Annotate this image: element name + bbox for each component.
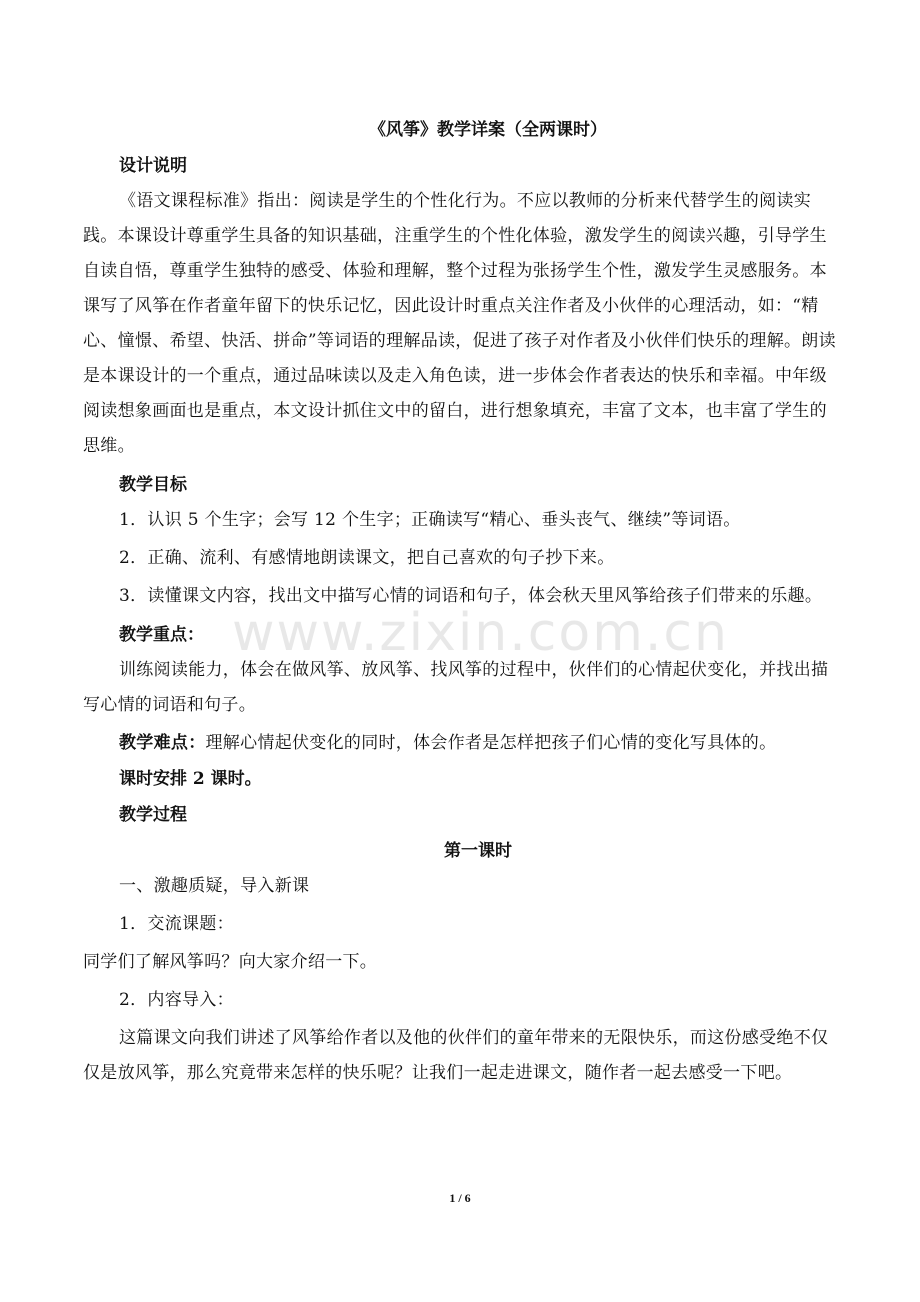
difficulty-text: 理解心情起伏变化的同时，体会作者是怎样把孩子们心情的变化写具体的。 [205,733,777,753]
goal-item-1: 1．认识 5 个生字；会写 12 个生字；正确读写“精心、垂头丧气、继续”等词语。 [119,510,741,530]
key-points-heading: 教学重点： [119,625,204,645]
step-one: 一、激趣质疑，导入新课 [119,876,310,896]
item-two: 2．内容导入： [119,990,234,1010]
goal-item-3: 3．读懂课文内容，找出文中描写心情的词语和句子，体会秋天里风筝给孩子们带来的乐趣。 [119,586,823,606]
lesson-one-heading: 第一课时 [444,841,512,861]
schedule-line: 课时安排 2 课时。 [119,769,262,789]
key-points-paragraph: 训练阅读能力，体会在做风筝、放风筝、找风筝的过程中，伙伴们的心情起伏变化，并找出描写心情的词语和句子。 [83,660,829,715]
goals-heading: 教学目标 [119,475,187,495]
difficulty-paragraph [83,726,843,761]
item-one-text: 同学们了解风筝吗？向大家介绍一下。 [83,952,378,972]
design-heading: 设计说明 [119,156,187,176]
goal-item-2: 2．正确、流利、有感情地朗读课文，把自己喜欢的句子抄下来。 [119,548,615,568]
item-one: 1．交流课题： [119,914,234,934]
document-title: 《风筝》教学详案（全两课时） [369,120,607,140]
watermark: www.zixin.com.cn [232,603,729,663]
page-number: 1 / 6 [449,1191,471,1205]
process-heading: 教学过程 [119,805,187,825]
item-two-text: 这篇课文向我们讲述了风筝给作者以及他的伙伴们的童年带来的无限快乐，而这份感受绝不仅仅是放风筝，那么究竟带来怎样的快乐呢？让我们一起走进课文，随作者一起去感受一下吧。 [83,1028,829,1083]
document-page [83,112,843,1091]
design-paragraph: 《语文课程标准》指出：阅读是学生的个性化行为。不应以教师的分析来代替学生的阅读实践。本课设计尊重学生具备的知识基础，注重学生的个性化体验，激发学生的阅读兴趣，引导学生自读自悟，尊重学生独特的感受、体验和理解，整个过程为张扬学生个性，激发学生灵感服务。本课写了风筝在作者童年留下的快乐记忆，因此设计时重点关注作者及小伙伴的心理活动，如：“精心、憧憬、希望、快活、拼命”等词语的理解品读，促进了孩子对作者及小伙伴们快乐的理解。朗读是本课设计的一个重点，通过品味读以及走入角色读，进一步体会作者表达的快乐和幸福。中年级阅读想象画面也是重点，本文设计抓住文中的留白，进行想象填充，丰富了文本，也丰富了学生的思维。 [83,191,836,456]
difficulty-label: 教学难点： [119,733,206,753]
